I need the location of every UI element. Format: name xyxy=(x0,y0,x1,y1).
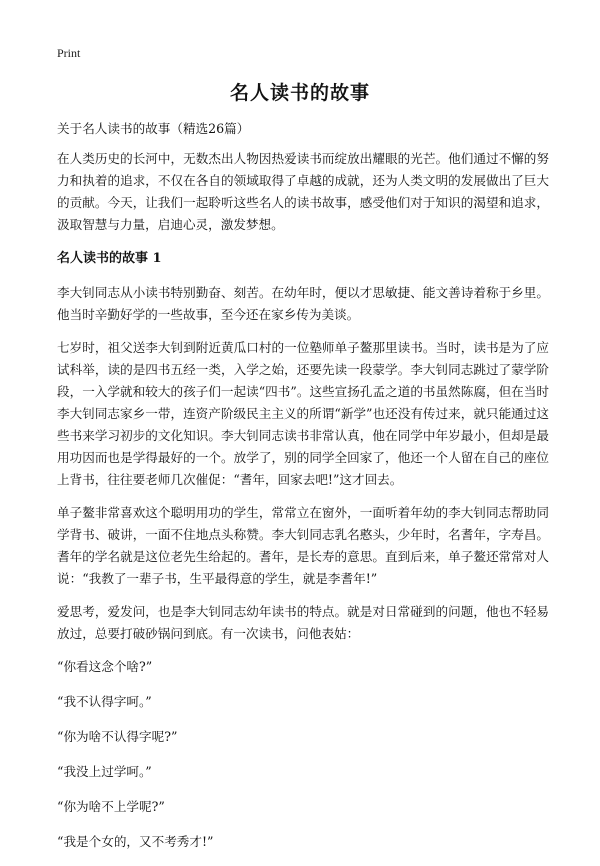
page-title: 名人读书的故事 xyxy=(229,82,370,104)
section-heading: 名人读书的故事 1 xyxy=(57,251,162,266)
story-paragraph: 爱思考，爱发问，也是李大钊同志幼年读书的特点。就是对日常碰到的问题，他也不轻易放过，总要打破砂锅问到底。有一次读书，问他表姑： xyxy=(57,604,549,641)
story-paragraph: 李大钊同志从小读书特别勤奋、刻苦。在幼年时，便以才思敏捷、能文善诗着称于乡里。他当时辛勤好学的一些故事，至今还在家乡传为美谈。 xyxy=(57,285,549,322)
dialogue-line: “你看这念个啥?” xyxy=(57,659,153,674)
dialogue-line: “我没上过学呵。” xyxy=(57,764,152,779)
dialogue-line: “你为啥不认得字呢?” xyxy=(57,729,178,744)
story-paragraph: 单子鳌非常喜欢这个聪明用功的学生，常常立在窗外，一面听着年幼的李大钊同志帮助同学背书、破讲，一面不住地点头称赞。李大钊同志乳名憨头，少年时，名耆年，字寿昌。耆年的学名就是这位老先生给起的。耆年，是长寿的意思。直到后来，单子鳌还常常对人说：“我教了一辈子书，生平最得意的学生，就是李耆年!” xyxy=(57,505,549,586)
dialogue-line: “我是个女的，又不考秀才!” xyxy=(57,834,214,849)
print-link[interactable]: Print xyxy=(57,46,81,60)
article-body xyxy=(57,118,549,866)
article-subtitle: 关于名人读书的故事（精选26篇） xyxy=(57,121,250,136)
story-paragraph: 七岁时，祖父送李大钊到附近黄瓜口村的一位塾师单子鳌那里读书。当时，读书是为了应试科举，读的是四书五经一类，入学之始，还要先读一段蒙学。李大钊同志跳过了蒙学阶段，一入学就和较大的孩子们一起读“四书”。这些宣扬孔孟之道的书虽然陈腐，但在当时李大钊同志家乡一带，连资产阶级民主主义的所谓“新学”也还没有传过来，就只能通过这些书来学习初步的文化知识。李大钊同志读书非常认真，他在同学中年岁最小，但却是最用功因而也是学得最好的一个。放学了，别的同学全回家了，他还一个人留在自己的座位上背书，往往要老师几次催促：“耆年，回家去吧!”这才回去。 xyxy=(57,340,549,487)
dialogue-line: “我不认得字呵。” xyxy=(57,694,152,709)
intro-paragraph: 在人类历史的长河中，无数杰出人物因热爱读书而绽放出耀眼的光芒。他们通过不懈的努力和执着的追求，不仅在各自的领域取得了卓越的成就，还为人类文明的发展做出了巨大的贡献。今天，让我们一起聆听这些名人的读书故事，感受他们对于知识的渴望和追求，汲取智慧与力量，启迪心灵，激发梦想。 xyxy=(57,151,549,232)
dialogue-line: “你为啥不上学呢?” xyxy=(57,799,165,814)
